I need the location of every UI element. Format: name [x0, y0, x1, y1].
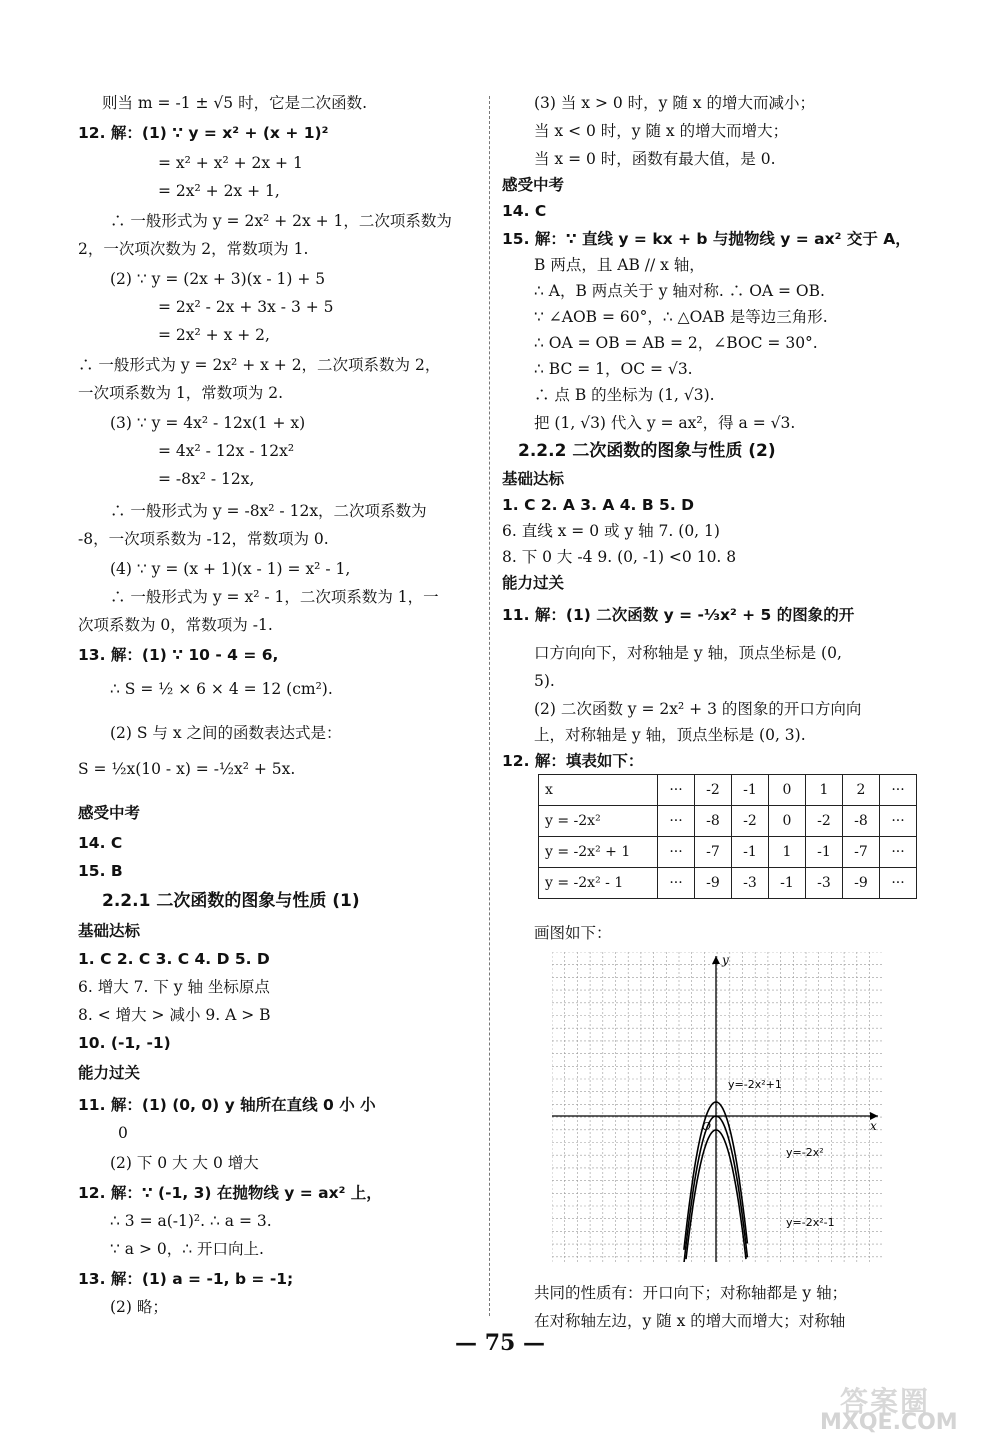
right-line: ∴ A，B 两点关于 y 轴对称. ∴ OA = OB.	[534, 282, 825, 300]
right-line: 11. 解：(1) 二次函数 y = -⅓x² + 5 的图象的开	[502, 606, 855, 624]
table-cell: y = -2x² + 1	[539, 837, 658, 868]
left-line: 14. C	[78, 834, 123, 852]
left-line: (2) ∵ y = (2x + 3)(x - 1) + 5	[110, 270, 326, 288]
table-cell: 0	[769, 775, 806, 806]
right-line: 当 x < 0 时，y 随 x 的增大而增大；	[534, 122, 789, 140]
table-row	[539, 837, 917, 868]
right-line: 上，对称轴是 y 轴，顶点坐标是 (0, 3).	[534, 726, 806, 744]
table-cell: -7	[695, 837, 732, 868]
left-line: 2，一次项次数为 2，常数项为 1.	[78, 240, 309, 258]
left-line: = 2x² - 2x + 3x - 3 + 5	[158, 298, 334, 316]
watermark-url: MXQE.COM	[820, 1410, 958, 1435]
table-cell: 2	[843, 775, 880, 806]
left-line: 0	[118, 1124, 128, 1142]
left-line: ∴ 一般形式为 y = 2x² + x + 2，二次项系数为 2，	[78, 356, 441, 374]
left-line: 15. B	[78, 862, 123, 880]
right-line: 6. 直线 x = 0 或 y 轴 7. (0, 1)	[502, 522, 720, 540]
table-cell: x	[539, 775, 658, 806]
right-line: 1. C 2. A 3. A 4. B 5. D	[502, 496, 694, 514]
table-cell: -3	[806, 868, 843, 899]
left-line: = 2x² + x + 2,	[158, 326, 270, 344]
right-line: 15. 解：∵ 直线 y = kx + b 与抛物线 y = ax² 交于 A，	[502, 230, 911, 248]
left-line: 13. 解：(1) ∵ 10 - 4 = 6,	[78, 646, 279, 664]
table-cell: -1	[732, 837, 769, 868]
right-line: ∵ ∠AOB = 60°，∴ △OAB 是等边三角形.	[534, 308, 828, 326]
left-line: (4) ∵ y = (x + 1)(x - 1) = x² - 1,	[110, 560, 351, 578]
table-cell: 1	[769, 837, 806, 868]
table-cell: ···	[658, 868, 695, 899]
left-line: 11. 解：(1) (0, 0) y 轴所在直线 0 小 小	[78, 1096, 376, 1114]
right-line: 能力过关	[502, 574, 565, 592]
left-line: 基础达标	[78, 922, 141, 940]
left-line: 1. C 2. C 3. C 4. D 5. D	[78, 950, 270, 968]
y-axis-label: y	[722, 953, 729, 967]
right-line: 口方向向下，对称轴是 y 轴，顶点坐标是 (0,	[534, 644, 842, 662]
table-cell: 1	[806, 775, 843, 806]
right-line: (2) 二次函数 y = 2x² + 3 的图象的开口方向向	[534, 700, 862, 718]
left-line: 6. 增大 7. 下 y 轴 坐标原点	[78, 978, 270, 996]
column-divider	[489, 96, 490, 1316]
left-line: ∴ 一般形式为 y = -8x² - 12x，二次项系数为	[110, 502, 427, 520]
value-table	[538, 774, 917, 899]
page-number: — 75 —	[455, 1330, 545, 1356]
table-cell: -1	[806, 837, 843, 868]
curve-label: y=-2x²	[786, 1146, 824, 1159]
left-line: (3) ∵ y = 4x² - 12x(1 + x)	[110, 414, 306, 432]
watermark-logo: 答案圈	[840, 1385, 931, 1418]
left-line: (2) 下 0 大 大 0 增大	[110, 1154, 259, 1172]
right-line: 12. 解：填表如下：	[502, 752, 644, 770]
right-line: ∴ OA = OB = AB = 2，∠BOC = 30°.	[534, 334, 818, 352]
table-cell: y = -2x² - 1	[539, 868, 658, 899]
right-line: 5).	[534, 672, 555, 690]
table-row	[539, 868, 917, 899]
left-line: = 4x² - 12x - 12x²	[158, 442, 295, 460]
right-line: B 两点，且 AB // x 轴，	[534, 256, 705, 274]
left-line: (2) S 与 x 之间的函数表达式是：	[110, 724, 342, 742]
left-line: 2.2.1 二次函数的图象与性质 (1)	[102, 891, 360, 911]
curve-label: y=-2x²+1	[728, 1078, 782, 1091]
left-line: 13. 解：(1) a = -1, b = -1;	[78, 1270, 294, 1288]
table-cell: ···	[880, 775, 917, 806]
table-cell: ···	[880, 868, 917, 899]
left-line: -8，一次项系数为 -12，常数项为 0.	[78, 530, 329, 548]
origin-label: O	[702, 1120, 712, 1133]
table-cell: -9	[843, 868, 880, 899]
left-line: 10. (-1, -1)	[78, 1034, 171, 1052]
table-cell: -1	[732, 775, 769, 806]
left-line: ∴ 一般形式为 y = 2x² + 2x + 1，二次项系数为	[110, 212, 452, 230]
table-cell: -8	[695, 806, 732, 837]
table-row	[539, 806, 917, 837]
right-line: 共同的性质有：开口向下；对称轴都是 y 轴；	[534, 1284, 848, 1302]
table-cell: -2	[695, 775, 732, 806]
table-row	[539, 775, 917, 806]
left-line: ∴ 3 = a(-1)². ∴ a = 3.	[110, 1212, 272, 1230]
left-line: 能力过关	[78, 1064, 141, 1082]
right-line: 2.2.2 二次函数的图象与性质 (2)	[518, 441, 776, 461]
left-line: 一次项系数为 1，常数项为 2.	[78, 384, 284, 402]
table-cell: -2	[806, 806, 843, 837]
table-cell: ···	[658, 806, 695, 837]
table-cell: -8	[843, 806, 880, 837]
table-cell: -2	[732, 806, 769, 837]
left-line: = x² + x² + 2x + 1	[158, 154, 303, 172]
left-line: 12. 解：∵ (-1, 3) 在抛物线 y = ax² 上，	[78, 1184, 382, 1202]
table-cell: ···	[658, 775, 695, 806]
table-cell: ···	[658, 837, 695, 868]
left-line: 感受中考	[78, 804, 141, 822]
table-cell: -7	[843, 837, 880, 868]
left-line: ∵ a > 0，∴ 开口向上.	[110, 1240, 264, 1258]
left-line: ∴ 一般形式为 y = x² - 1，二次项系数为 1，一	[110, 588, 439, 606]
right-line: ∴ BC = 1，OC = √3.	[534, 360, 693, 378]
right-line: 8. 下 0 大 -4 9. (0, -1) <0 10. 8	[502, 548, 737, 566]
right-line: 在对称轴左边，y 随 x 的增大而增大；对称轴	[534, 1312, 846, 1330]
right-line: ∴ 点 B 的坐标为 (1, √3).	[534, 386, 715, 404]
left-line: = 2x² + 2x + 1,	[158, 182, 280, 200]
left-line: 12. 解：(1) ∵ y = x² + (x + 1)²	[78, 124, 329, 142]
left-line: (2) 略；	[110, 1298, 168, 1316]
right-line: 14. C	[502, 202, 547, 220]
right-line: 基础达标	[502, 470, 565, 488]
left-line: = -8x² - 12x,	[158, 470, 255, 488]
parabola-graph	[552, 952, 882, 1262]
x-axis-label: x	[870, 1119, 877, 1133]
left-line: 则当 m = -1 ± √5 时，它是二次函数.	[102, 94, 367, 112]
left-line: ∴ S = ½ × 6 × 4 = 12 (cm²).	[110, 680, 333, 698]
right-line: 把 (1, √3) 代入 y = ax²，得 a = √3.	[534, 414, 796, 432]
table-cell: ···	[880, 806, 917, 837]
table-cell: 0	[769, 806, 806, 837]
left-line: S = ½x(10 - x) = -½x² + 5x.	[78, 760, 296, 778]
table-cell: -3	[732, 868, 769, 899]
y-axis-arrow	[712, 956, 720, 964]
left-line: 次项系数为 0，常数项为 -1.	[78, 616, 273, 634]
right-line: 画图如下：	[534, 924, 612, 942]
right-line: 当 x = 0 时，函数有最大值，是 0.	[534, 150, 776, 168]
left-line: 8. < 增大 > 减小 9. A > B	[78, 1006, 271, 1024]
right-line: (3) 当 x > 0 时，y 随 x 的增大而减小；	[534, 94, 815, 112]
table-cell: -1	[769, 868, 806, 899]
right-line: 感受中考	[502, 176, 565, 194]
table-cell: ···	[880, 837, 917, 868]
curve-label: y=-2x²-1	[786, 1216, 835, 1229]
table-cell: y = -2x²	[539, 806, 658, 837]
table-cell: -9	[695, 868, 732, 899]
